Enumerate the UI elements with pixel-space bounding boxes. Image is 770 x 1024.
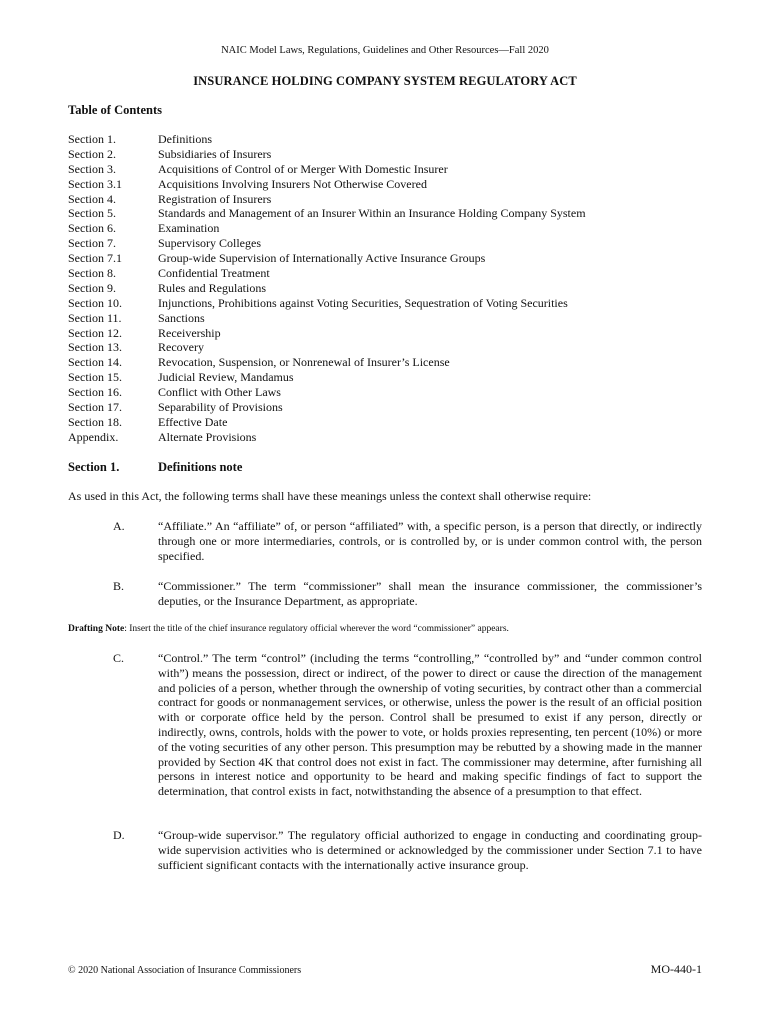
definition-letter: D. [113, 828, 125, 842]
table-of-contents [68, 132, 708, 445]
definition-commissioner [68, 579, 702, 609]
definition-text: “Group-wide supervisor.” The regulatory official authorized to engage in conducting and coordinating group-wide supervision activities who is determined or acknowledged by the commissioner under Section 7.1 to have sufficient significant contacts with the internationally active insurance group. [158, 828, 702, 872]
toc-section-title: Sanctions [158, 310, 205, 325]
drafting-note [68, 624, 708, 634]
toc-row [68, 370, 708, 385]
footer-copyright: © 2020 National Association of Insurance Commissioners [68, 965, 302, 976]
section-1-heading [68, 460, 242, 475]
toc-section-title: Acquisitions of Control of or Merger With Domestic Insurer [158, 161, 448, 176]
section-intro: As used in this Act, the following terms shall have these meanings unless the context shall otherwise require: [68, 489, 592, 503]
definition-letter: C. [113, 651, 125, 665]
toc-section-number: Section 17. [68, 400, 122, 415]
toc-row [68, 311, 708, 326]
toc-section-number: Section 16. [68, 385, 122, 400]
running-header: NAIC Model Laws, Regulations, Guidelines and Other Resources—Fall 2020 [221, 45, 549, 56]
drafting-note-label: Drafting Note [68, 624, 125, 634]
toc-section-title: Subsidiaries of Insurers [158, 146, 272, 161]
toc-section-number: Section 13. [68, 340, 122, 355]
toc-section-title: Standards and Management of an Insurer Within an Insurance Holding Company System [158, 206, 586, 221]
toc-section-title: Alternate Provisions [158, 429, 257, 444]
toc-row [68, 147, 708, 162]
definition-text: “Control.” The term “control” (including the terms “controlling,” “controlled by” and “under common control with”) means the possession, direct or indirect, of the power to direct or cause the direction of the management and policies of a person, whether through the ownership of voting securities, by contract other than a commercial contract for goods or nonmanagement services, or otherwise, unless the power is the result of an official position with or corporate office held by the person. Control shall be presumed to exist if any person, directly or indirectly, owns, controls, holds with the power to vote, or holds proxies representing, ten percent (10%) or more of the voting securities of any other person. This presumption may be rebutted by a showing made in the manner provided by Section 4K that control does not exist in fact. The commissioner may determine, after furnishing all persons in interest notice and opportunity to be heard and making specific findings of fact to support the determination, that control exists in fact, notwithstanding the absence of a presumption to that effect. [158, 651, 702, 799]
toc-section-number: Section 4. [68, 191, 116, 206]
toc-section-number: Appendix. [68, 429, 119, 444]
toc-section-number: Section 18. [68, 414, 122, 429]
toc-section-number: Section 3. [68, 161, 116, 176]
toc-row [68, 221, 708, 236]
toc-section-number: Section 12. [68, 325, 122, 340]
toc-row [68, 177, 708, 192]
toc-row [68, 162, 708, 177]
toc-section-title: Separability of Provisions [158, 400, 283, 415]
toc-row [68, 266, 708, 281]
toc-section-number: Section 7. [68, 236, 116, 251]
toc-section-number: Section 2. [68, 146, 116, 161]
toc-section-title: Effective Date [158, 414, 228, 429]
definition-text: “Affiliate.” An “affiliate” of, or person “affiliated” with, a specific person, is a person that directly, or indirectly through one or more intermediaries, controls, or is controlled by, or is under common control with, the person specified. [158, 519, 702, 563]
toc-section-number: Section 9. [68, 280, 116, 295]
toc-section-title: Definitions [158, 132, 212, 146]
toc-row [68, 251, 708, 266]
toc-section-title: Acquisitions Involving Insurers Not Otherwise Covered [158, 176, 427, 191]
toc-section-number: Section 5. [68, 206, 116, 221]
toc-section-number: Section 6. [68, 221, 116, 236]
drafting-note-text: : Insert the title of the chief insurance regulatory official wherever the word “commissioner” appears. [124, 624, 509, 634]
toc-section-title: Examination [158, 221, 220, 236]
toc-section-title: Conflict with Other Laws [158, 385, 281, 400]
toc-section-number: Section 1. [68, 132, 116, 146]
toc-section-number: Section 8. [68, 266, 116, 281]
toc-section-title: Judicial Review, Mandamus [158, 370, 294, 385]
toc-section-number: Section 3.1 [68, 176, 122, 191]
toc-section-title: Injunctions, Prohibitions against Voting Securities, Sequestration of Voting Securities [158, 295, 568, 310]
toc-row [68, 236, 708, 251]
toc-row [68, 355, 708, 370]
toc-section-title: Recovery [158, 340, 204, 355]
toc-row [68, 385, 708, 400]
toc-heading: Table of Contents [68, 103, 162, 117]
toc-section-number: Section 7.1 [68, 251, 122, 266]
toc-row [68, 415, 708, 430]
toc-section-title: Receivership [158, 325, 221, 340]
toc-section-title: Registration of Insurers [158, 191, 272, 206]
definition-group-wide-supervisor [68, 828, 702, 872]
toc-row [68, 281, 708, 296]
toc-section-number: Section 11. [68, 310, 122, 325]
footer-page-id: MO-440-1 [650, 962, 702, 976]
definition-letter: A. [113, 519, 125, 533]
toc-section-title: Rules and Regulations [158, 280, 266, 295]
section-number: Section 1. [68, 460, 120, 474]
toc-section-title: Group-wide Supervision of Internationally Active Insurance Groups [158, 251, 486, 266]
definition-control [68, 651, 702, 799]
definition-affiliate [68, 519, 702, 563]
toc-row [68, 430, 708, 445]
toc-row [68, 192, 708, 207]
toc-row [68, 340, 708, 355]
toc-section-title: Confidential Treatment [158, 266, 270, 281]
toc-row [68, 400, 708, 415]
toc-section-number: Section 14. [68, 355, 122, 370]
toc-section-title: Revocation, Suspension, or Nonrenewal of Insurer’s License [158, 355, 450, 370]
toc-section-number: Section 15. [68, 370, 122, 385]
section-title: Definitions note [158, 460, 243, 474]
toc-row [68, 326, 708, 341]
toc-section-number: Section 10. [68, 295, 122, 310]
toc-row [68, 132, 708, 147]
toc-row [68, 206, 708, 221]
toc-section-title: Supervisory Colleges [158, 236, 261, 251]
definition-text: “Commissioner.” The term “commissioner” shall mean the insurance commissioner, the commissioner’s deputies, or the Insurance Department, as appropriate. [158, 579, 702, 608]
definition-letter: B. [113, 579, 125, 593]
toc-row [68, 296, 708, 311]
document-title: INSURANCE HOLDING COMPANY SYSTEM REGULATORY ACT [193, 74, 577, 88]
